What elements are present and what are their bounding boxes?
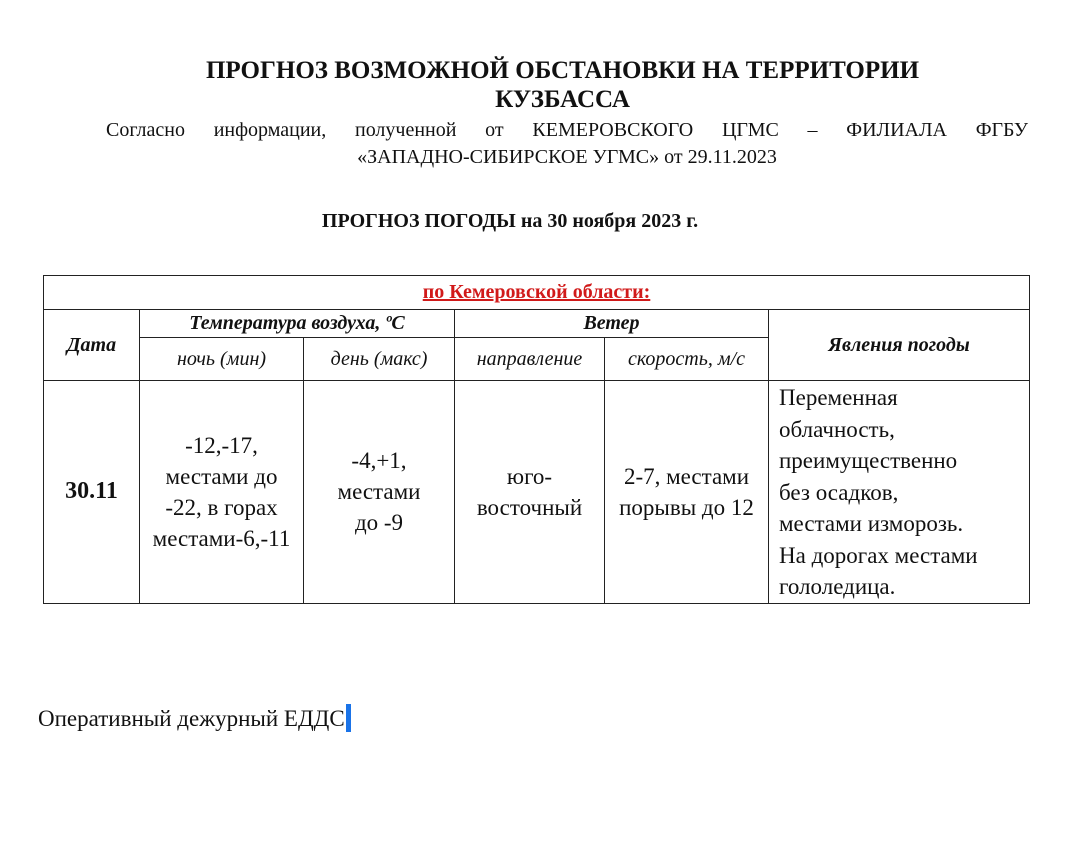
forecast-heading: ПРОГНОЗ ПОГОДЫ на 30 ноября 2023 г. — [321, 210, 699, 232]
source-line-1: Согласно информации, полученной от КЕМЕРОВСКОГО ЦГМС – ФИЛИАЛА ФГБУ — [106, 119, 1028, 141]
cell-wind-speed-text: 2-7, местами порывы до 12 — [619, 463, 754, 520]
header-temperature: Температура воздуха, ºС — [140, 310, 455, 338]
phenomena-line: без осадков, — [779, 479, 899, 505]
source-info — [106, 117, 1028, 171]
header-speed: скорость, м/с — [605, 338, 769, 381]
phenomena-line: гололедица. — [779, 574, 896, 599]
signature-text: Оперативный дежурный ЕДДС — [38, 706, 345, 731]
cell-night-temp — [140, 381, 304, 604]
phenomena-line: местами изморозь. — [779, 511, 964, 536]
cell-wind-direction — [455, 381, 605, 604]
source-line-2: «ЗАПАДНО-СИБИРСКОЕ УГМС» от 29.11.2023 — [357, 146, 777, 168]
phenomena-line: Переменная — [779, 385, 898, 410]
cell-day-temp — [304, 381, 455, 604]
header-date: Дата — [44, 310, 140, 381]
table-row — [44, 381, 1030, 604]
cell-date: 30.11 — [44, 381, 140, 604]
header-direction: направление — [455, 338, 605, 381]
signature-line[interactable] — [38, 704, 351, 734]
region-header: по Кемеровской области: — [44, 276, 1030, 310]
phenomena-line: На дорогах местами — [779, 542, 978, 568]
text-cursor — [346, 704, 351, 732]
header-day: день (макс) — [304, 338, 455, 381]
header-wind: Ветер — [455, 310, 769, 338]
document-title — [100, 56, 1025, 114]
title-line-1: ПРОГНОЗ ВОЗМОЖНОЙ ОБСТАНОВКИ НА ТЕРРИТОРИИ — [205, 57, 920, 84]
cell-wind-direction-text: юго-восточный — [476, 463, 583, 520]
cell-wind-speed — [605, 381, 769, 604]
cell-night-temp-text: -12,-17, местами до -22, в горах местами-6,-11 — [152, 432, 291, 551]
cell-day-temp-text: -4,+1, местами до -9 — [337, 448, 421, 536]
phenomena-line: облачность, — [779, 416, 895, 442]
title-line-2: КУЗБАССА — [495, 86, 630, 113]
header-phenomena: Явления погоды — [769, 310, 1030, 381]
cell-phenomena — [769, 381, 1030, 604]
phenomena-line: преимущественно — [779, 448, 958, 473]
header-night: ночь (мин) — [140, 338, 304, 381]
weather-table — [43, 275, 1030, 604]
